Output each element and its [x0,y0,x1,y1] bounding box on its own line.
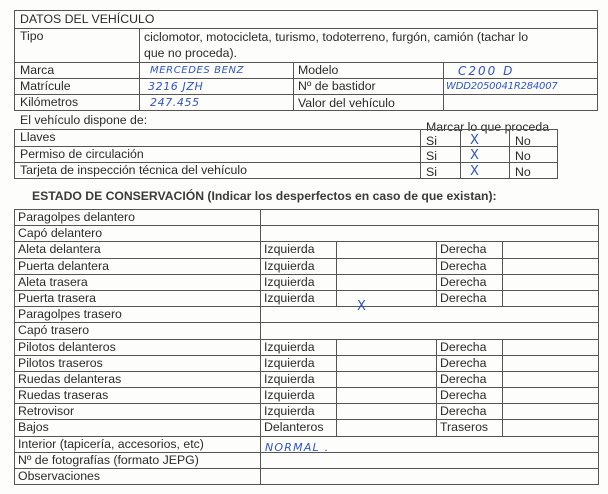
interior-note[interactable]: NORMAL . [265,441,330,454]
conservation-row [15,274,599,290]
docs-row-label: Tarjeta de inspección técnica del vehículo [20,163,247,177]
conservation-input[interactable] [261,226,599,242]
docs-si[interactable]: Si [426,134,437,148]
side-b-cell: Derecha [437,258,503,274]
km-label: Kilómetros [20,95,79,109]
conservation-input[interactable] [261,469,599,485]
conservation-row [15,226,599,242]
docs-si[interactable]: Si [426,149,437,163]
side-b-input[interactable] [503,355,599,371]
conservation-row [15,242,599,258]
divider [509,129,510,179]
conservation-row-label: Pilotos delanteros [15,339,261,355]
conservation-row [15,210,599,226]
side-a-input[interactable] [337,339,437,355]
side-a-input[interactable] [337,274,437,290]
side-a-cell: Izquierda [261,274,337,290]
side-b-input[interactable] [503,290,599,306]
side-a-input[interactable] [337,404,437,420]
side-b-input[interactable] [503,388,599,404]
conservation-title: ESTADO DE CONSERVACIÓN (Indicar los desperfectos en caso de que existan): [32,189,497,203]
docs-no[interactable]: No [515,149,531,163]
conservation-row [15,388,599,404]
tipo-text: ciclomotor, motocicleta, turismo, todoterreno, furgón, camión (tachar lo [144,30,529,44]
side-a-cell: Izquierda [261,371,337,387]
conservation-row [15,290,599,306]
bastidor-value[interactable]: WDD2050041R284007 [446,81,558,92]
side-a-cell: Izquierda [261,258,337,274]
side-a-cell: Izquierda [261,404,337,420]
conservation-row-label: Aleta trasera [15,274,261,290]
conservation-row-label: Puerta delantera [15,258,261,274]
side-a-cell: Izquierda [261,339,337,355]
conservation-row [15,452,599,468]
docs-instructions: Marcar lo que proceda [426,120,550,134]
side-b-cell: Derecha [437,290,503,306]
docs-check-mark[interactable]: X [470,148,479,163]
conservation-row-label: Ruedas traseras [15,388,261,404]
conservation-input[interactable] [261,210,599,226]
conservation-input[interactable] [261,307,599,323]
tipo-label: Tipo [20,29,44,43]
side-b-input[interactable] [503,258,599,274]
side-b-cell: Derecha [437,242,503,258]
divider [293,62,294,111]
conservation-row-label: Bajos [15,420,261,436]
side-b-cell: Derecha [437,388,503,404]
docs-no[interactable]: No [515,134,531,148]
side-b-input[interactable] [503,274,599,290]
side-b-cell: Derecha [437,274,503,290]
modelo-label: Modelo [298,63,339,77]
side-a-input[interactable] [337,258,437,274]
divider [14,28,598,29]
marca-value[interactable]: MERCEDES BENZ [150,65,245,76]
marca-label: Marca [20,63,55,77]
side-b-cell: Derecha [437,339,503,355]
side-b-input[interactable] [503,242,599,258]
side-b-input[interactable] [503,371,599,387]
docs-no[interactable]: No [515,165,531,179]
side-b-cell: Derecha [437,404,503,420]
side-a-input[interactable] [337,242,437,258]
divider [139,28,140,111]
valor-label: Valor del vehículo [298,96,395,110]
conservation-row-label: Nº de fotografías (formato JEPG) [15,452,261,468]
docs-check-mark[interactable]: X [470,164,479,179]
docs-intro: El vehículo dispone de: [20,113,148,127]
conservation-row-label: Paragolpes trasero [15,307,261,323]
side-b-input[interactable] [503,420,599,436]
docs-si[interactable]: Si [426,165,437,179]
docs-row-label: Permiso de circulación [20,147,144,161]
divider [460,129,461,179]
km-value[interactable]: 247.455 [150,96,200,109]
conservation-row [15,469,599,485]
conservation-row [15,258,599,274]
side-a-input[interactable] [337,290,437,306]
conservation-row-label: Retrovisor [15,404,261,420]
conservation-row [15,307,599,323]
side-a-input[interactable] [337,420,437,436]
conservation-row [15,355,599,371]
conservation-row [15,404,599,420]
side-b-cell: Derecha [437,355,503,371]
conservation-input[interactable] [261,452,599,468]
docs-row-label: Llaves [20,130,56,144]
matricula-label: Matrícule [20,79,71,93]
side-a-cell: Izquierda [261,388,337,404]
side-a-cell: Delanteros [261,420,337,436]
side-a-cell: Izquierda [261,242,337,258]
conservation-row [15,371,599,387]
conservation-row-label: Aleta delantera [15,242,261,258]
side-b-input[interactable] [503,339,599,355]
conservation-row-label: Puerta trasera [15,290,261,306]
conservation-row-label: Capó delantero [15,226,261,242]
side-b-cell: Traseros [437,420,503,436]
conservation-row-label: Paragolpes delantero [15,210,261,226]
conservation-row-label: Pilotos traseros [15,355,261,371]
side-a-input[interactable] [337,388,437,404]
matricula-value[interactable]: 3216 JZH [148,80,204,93]
side-a-input[interactable] [337,371,437,387]
conservation-row-label: Ruedas delanteras [15,371,261,387]
divider [14,94,598,95]
door-damage-mark[interactable]: X [357,299,366,314]
conservation-row [15,339,599,355]
side-b-input[interactable] [503,404,599,420]
tipo-text: que no proceda). [144,46,237,60]
side-a-cell: Izquierda [261,290,337,306]
conservation-row-label: Observaciones [15,469,261,485]
divider [443,62,444,111]
modelo-value[interactable]: C200 D [458,64,515,78]
bastidor-label: Nº de bastidor [298,79,376,93]
side-b-cell: Derecha [437,371,503,387]
side-a-cell: Izquierda [261,355,337,371]
divider [420,129,421,179]
conservation-row [15,420,599,436]
conservation-row-label: Capó trasero [15,323,261,339]
docs-check-mark[interactable]: X [470,133,479,148]
vehicle-section-title: DATOS DEL VEHÍCULO [20,12,155,26]
conservation-row-label: Interior (tapicería, accesorios, etc) [15,436,261,452]
side-a-input[interactable] [337,355,437,371]
conservation-row [15,323,599,339]
conservation-input[interactable] [261,323,599,339]
